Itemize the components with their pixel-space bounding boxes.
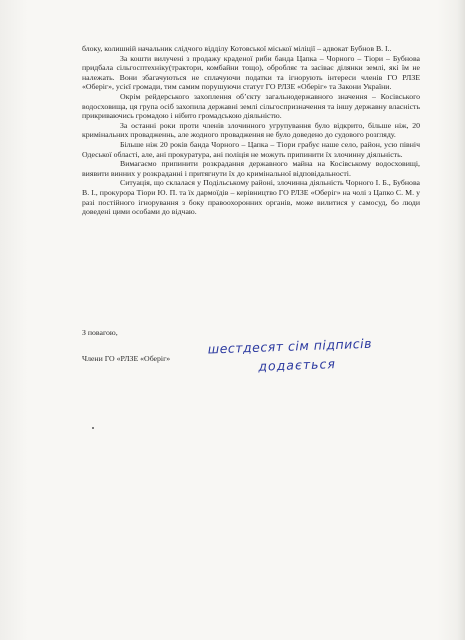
handwritten-note (207, 333, 408, 378)
letter-body (82, 44, 420, 217)
signatory-line: Члени ГО «РЛЗЕ «Оберіг» (82, 354, 171, 363)
paragraph-continuation: блоку, колишній начальник слідчого відділу Котовської міської міліції – адвокат Бубнов В. І.. (82, 44, 392, 53)
paragraph-situation: Ситуація, що склалася у Подільському районі, злочинна діяльність Чорного І. Б., Бубнова В. І., прокурора Тіори Ю. П. та їх дармоїдів – керівництво ГО РЛЗЕ «Оберіг» на чолі з Цапко С. М. у разі постійного ігнорування з боку правоохоронних органів, може вилитися у самосуд, бо люди доведені цими особами до відчаю. (82, 178, 420, 217)
paragraph-raider-seizure: Окрім рейдерського захоплення об’єкту загальнодержавного значення – Косівського водосховища, ця група осіб захопила державні землі сільгоспризначення та іншу державну власність прикриваючись громадою і нібито громадською діяльністю. (82, 91, 420, 121)
paragraph-criminal-cases: За останні роки проти членів злочинного угрупування було відкрито, більше ніж, 20 кримінальних провадженнь, але жодного провадження не було доведено до судового розгляду. (82, 120, 420, 140)
paragraph-twenty-years: Більше ніж 20 років банда Чорного – Цапка – Тіори грабує наше село, район, усю північ Одеської області, але, ані прокуратура, ані поліція не можуть припинити їх злочинну діяльність. (82, 139, 420, 159)
page-edge-shadow (457, 0, 465, 640)
handwritten-line-2: додається (258, 356, 337, 374)
closing-regards: З повагою, (82, 328, 118, 337)
scan-speck (92, 427, 94, 429)
handwritten-line-1: шестдесят сім підписів (207, 335, 373, 357)
paragraph-demand: Вимагаємо припинити розкрадання державного майна на Косівському водосховищі, виявити винних у розкраданні і притягнути їх до кримінальної відповідальності. (82, 159, 420, 178)
paragraph-funds: За кошти вилучені з продажу краденої риби банда Цапка – Чорного – Тіори – Бубнова придбала сільгосптехніку(трактори, комбайни тощо), обробляє та засіває ділянки землі, які їм не належать. Вони збагачуються не сплачуючи податки та ігнорують інтереси членів ГО РЛЗЕ «Оберіг», усієї громади, тим самим порушуючи статут ГО РЛЗЕ «Оберіг» та Закони України. (82, 53, 420, 92)
